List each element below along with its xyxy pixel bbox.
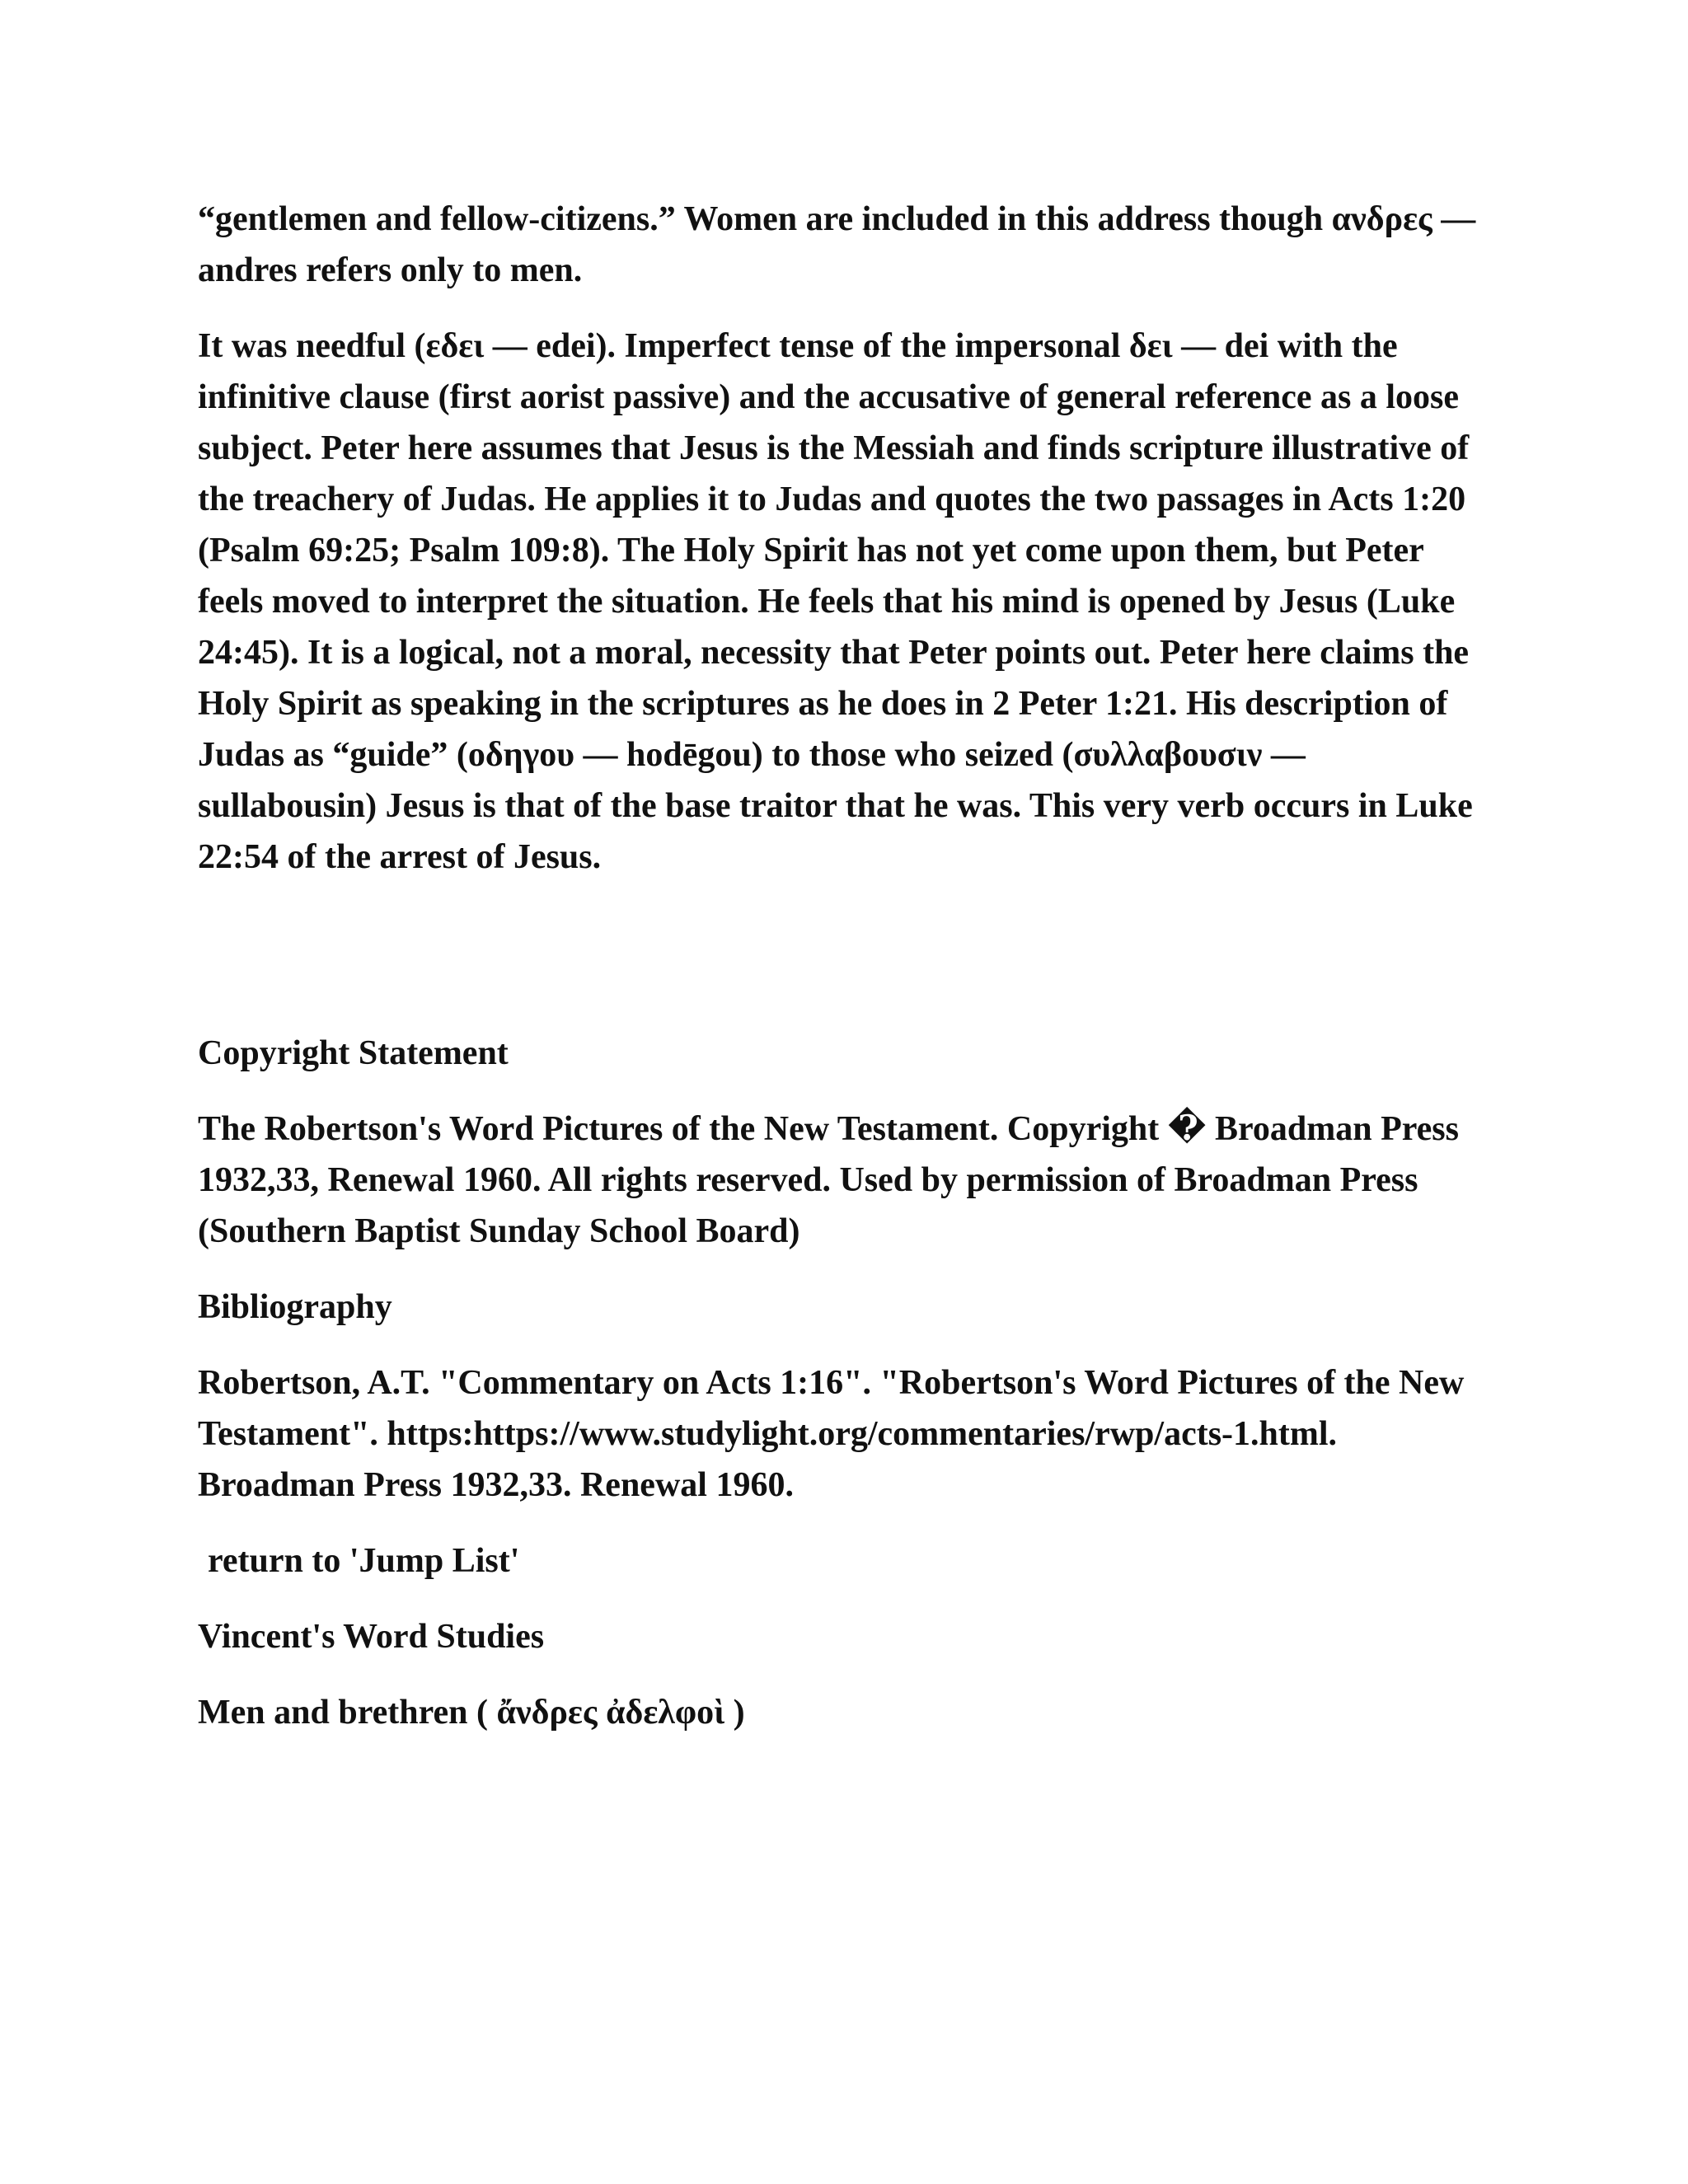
paragraph-gentlemen: “gentlemen and fellow-citizens.” Women are included in this address though ανδρες — andres refers only to men.	[198, 200, 1476, 289]
paragraph-it-was-needful: It was needful (εδει — edei). Imperfect tense of the impersonal δει — dei with the infinitive clause (first aorist passive) and the accusative of general reference as a loose subject. Peter here assumes that Jesus is the Messiah and finds scripture illustrative of the treachery of Judas. He applies it to Judas and quotes the two passages in Acts 1:20 (Psalm 69:25; Psalm 109:8). The Holy Spirit has not yet come upon them, but Peter feels moved to interpret the situation. He feels that his mind is opened by Jesus (Luke 24:45). It is a logical, not a moral, necessity that Peter points out. Peter here claims the Holy Spirit as speaking in the scriptures as he does in 2 Peter 1:21. His description of Judas as “guide” (οδηγου — hodēgou) to those who seized (συλλαβουσιν — sullabousin) Jesus is that of the base traitor that he was. This very verb occurs in Luke 22:54 of the arrest of Jesus.	[198, 327, 1473, 876]
bibliography-heading: Bibliography	[198, 1288, 392, 1326]
return-to-jump-list-link[interactable]: return to 'Jump List'	[208, 1542, 520, 1580]
copyright-heading: Copyright Statement	[198, 1034, 509, 1072]
document-page	[198, 194, 1484, 1738]
vincent-subheading: Men and brethren ( ἄνδρες ἀδελφοὶ )	[198, 1694, 745, 1732]
section-spacer	[198, 883, 1484, 1028]
copyright-text: The Robertson's Word Pictures of the New Testament. Copyright � Broadman Press 1932,33, Renewal 1960. All rights reserved. Used by permission of Broadman Press (Southern Baptist Sunday School Board)	[198, 1110, 1459, 1250]
vincent-heading: Vincent's Word Studies	[198, 1618, 545, 1656]
bibliography-text: Robertson, A.T. "Commentary on Acts 1:16". "Robertson's Word Pictures of the New Testament". https:https://www.studylight.org/commentaries/rwp/acts-1.html. Broadman Press 1932,33. Renewal 1960.	[198, 1364, 1465, 1504]
